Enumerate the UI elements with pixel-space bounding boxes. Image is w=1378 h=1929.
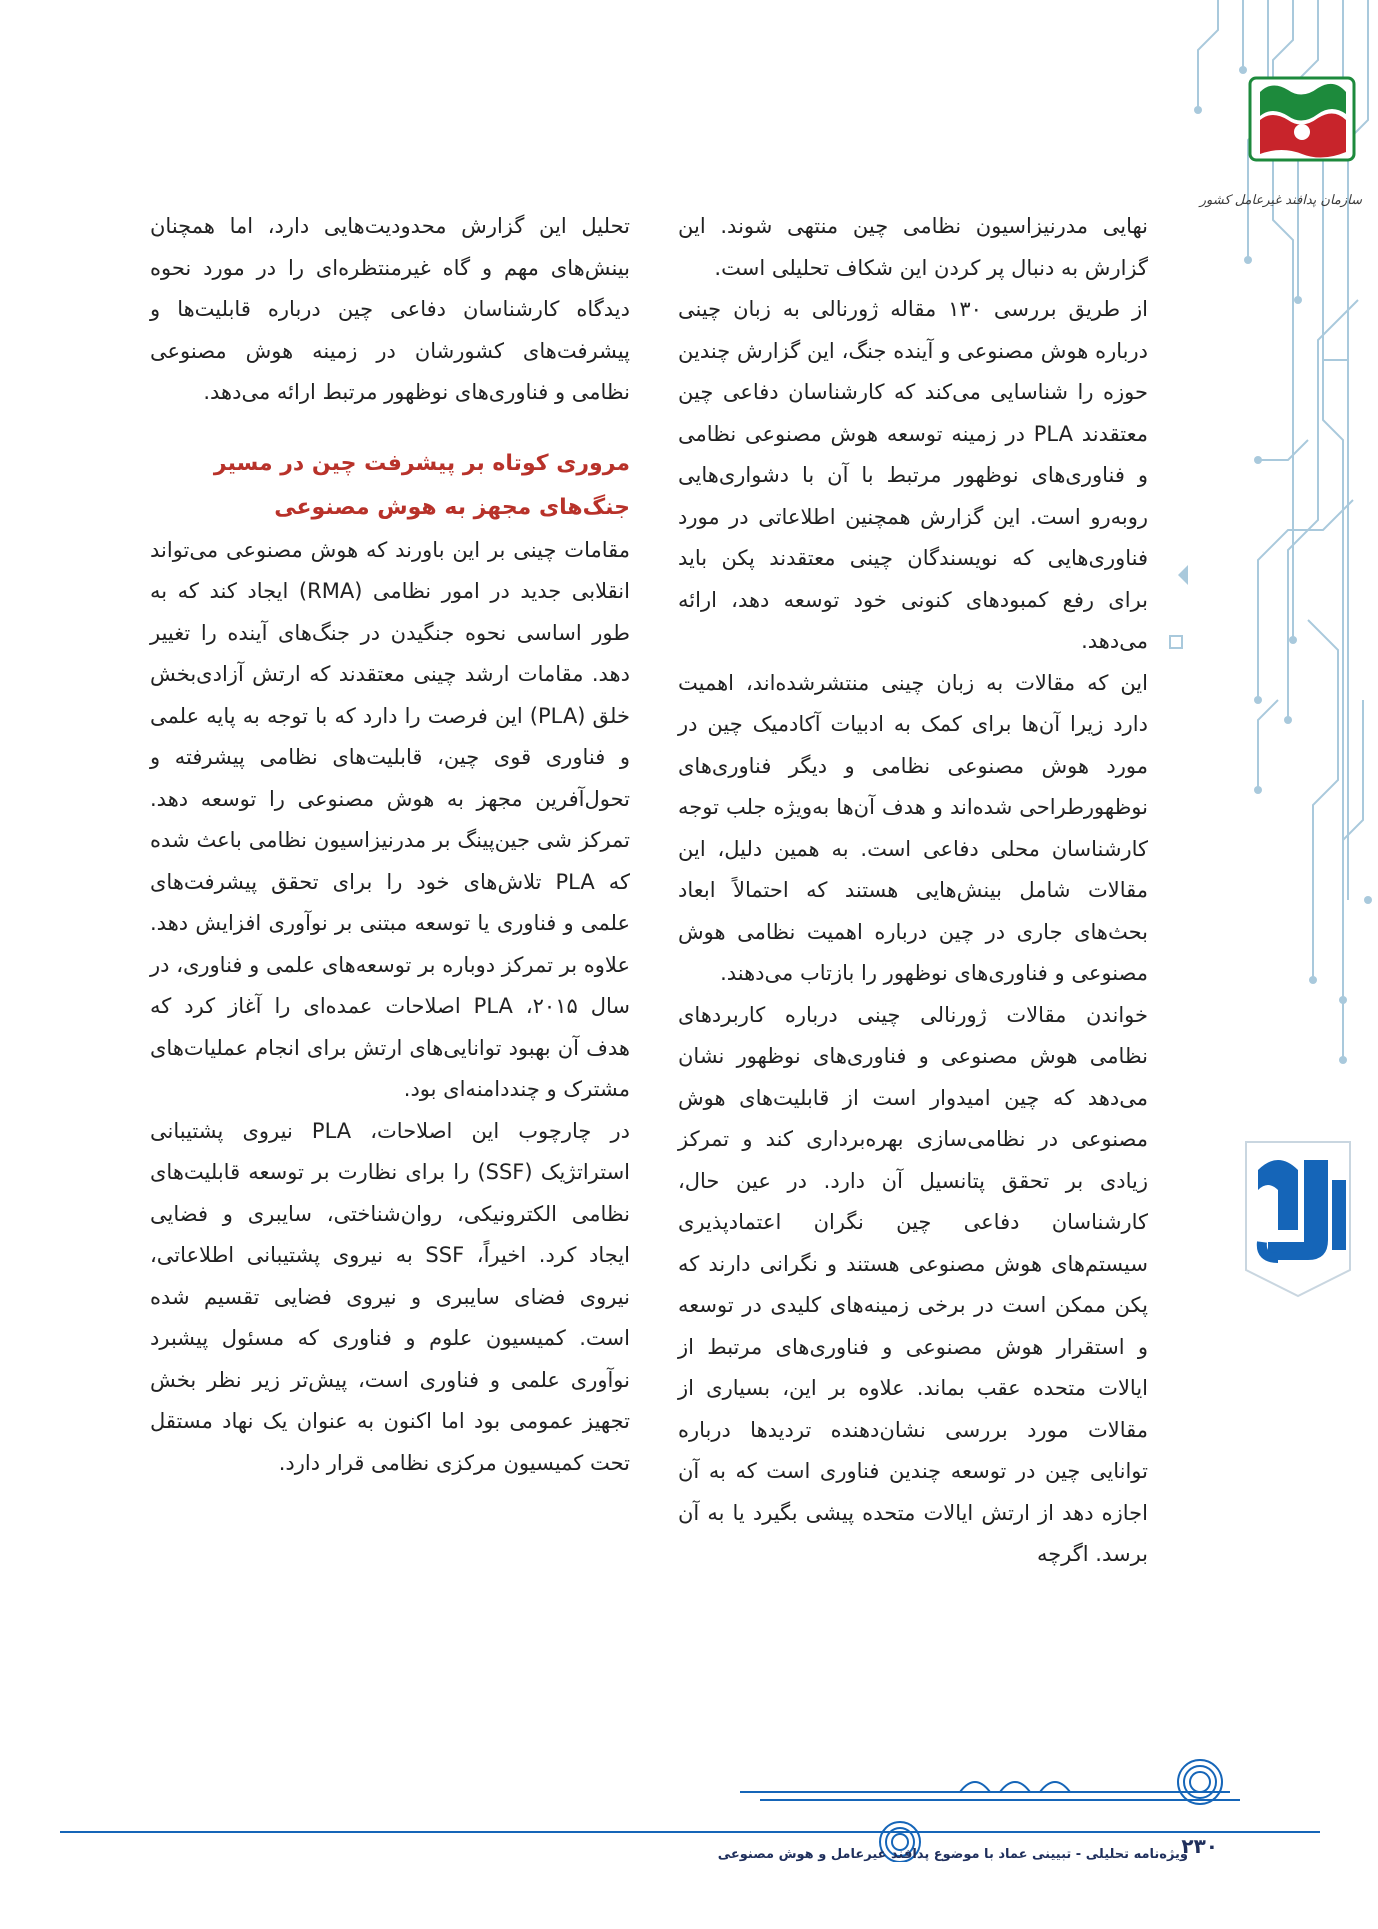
footer-wave-decoration — [0, 1752, 1378, 1862]
pda-logo-icon — [1242, 74, 1362, 184]
pda-logo — [1199, 74, 1362, 208]
right-paragraph-4: خواندن مقالات ژورنالی چینی درباره کاربردهای نظامی هوش مصنوعی و فناوری‌های نوظهور نشان می‌دهد که چین امیدوار است از قابلیت‌های هوش مصنوعی در نظامی‌سازی بهره‌برداری کند و تمرکز زیادی بر تحقق پتانسیل آن دارد. در عین حال، کارشناسان دفاعی چین نگران اعتمادپذیری سیستم‌های هوش مصنوعی هستند و نگرانی دارند که پکن ممکن است در برخی زمینه‌های کلیدی در توسعه و استقرار هوش مصنوعی و فناوری‌های مرتبط از ایالات متحده عقب بماند. علاوه بر این، بسیاری از مقالات مورد بررسی نشان‌دهنده تردیدها درباره توانایی چین در توسعه چندین فناوری است که به آن اجازه دهد از ارتش ایالات متحده پیشی بگیرد یا به آن برسد. اگرچه — [678, 1002, 1148, 1566]
footer-publication: ویژه‌نامه تحلیلی - تبیینی عماد با موضوع پدافند غیرعامل و هوش مصنوعی — [717, 1847, 1188, 1862]
left-paragraph-3: در چارچوب این اصلاحات، PLA نیروی پشتیبانی استراتژیک (SSF) را برای نظارت بر توسعه قابلیت‌های نظامی الکترونیکی، روان‌شناختی، سایبری و فضایی ایجاد کرد. اخیراً، SSF به نیروی پشتیبانی اطلاعاتی، نیروی فضای سایبری و نیروی فضایی تقسیم شده است. کمیسیون علوم و فناوری که مسئول پیشبرد نوآوری علمی و فناوری است، پیش‌تر زیر نظر بخش تجهیز عمومی بود اما اکنون به عنوان یک نهاد مستقل تحت کمیسیون مرکزی نظامی قرار دارد. — [150, 1118, 631, 1475]
emad-logo-icon — [1238, 1130, 1358, 1300]
left-paragraph-1: تحلیل این گزارش محدودیت‌هایی دارد، اما همچنان بینش‌های مهم و گاه غیرمنتظره‌ای را در مورد نحوه دیدگاه کارشناسان دفاعی چین درباره قابلیت‌ها و پیشرفت‌های کشورشان در زمینه هوش مصنوعی نظامی و فناوری‌های نوظهور مرتبط ارائه می‌دهد. — [150, 214, 630, 404]
logo-caption: سازمان پدافند غیرعامل کشور — [1199, 193, 1362, 208]
right-paragraph-3: این که مقالات به زبان چینی منتشرشده‌اند، اهمیت دارد زیرا آن‌ها برای کمک به ادبیات آکادمیک چین در مورد هوش مصنوعی نظامی و دیگر فناوری‌های نوظهورطراحی شده‌اند و هدف آن‌ها به‌ویژه جلب توجه کارشناسان محلی دفاعی است. به همین دلیل، این مقالات شامل بینش‌هایی هستند که احتمالاً ابعاد بحث‌های جاری در چین درباره اهمیت نظامی هوش مصنوعی و فناوری‌های نوظهور را بازتاب می‌دهند. — [678, 670, 1148, 985]
left-column — [150, 206, 630, 1484]
emad-logo — [1238, 1130, 1358, 1300]
right-paragraph-2: از طریق بررسی ۱۳۰ مقاله ژورنالی به زبان چینی درباره هوش مصنوعی و آینده جنگ، این گزارش چندین حوزه را شناسایی می‌کند که کارشناسان دفاعی چین معتقدند PLA در زمینه توسعه هوش مصنوعی نظامی و فناوری‌های نوظهور مرتبط با آن با دشواری‌هایی روبه‌رو است. این گزارش همچنین اطلاعاتی در مورد فناوری‌هایی که نویسندگان چینی معتقدند پکن باید برای رفع کمبودهای کنونی خود توسعه دهد، ارائه می‌دهد. — [678, 297, 1148, 653]
right-column — [678, 206, 1148, 1576]
section-heading: مروری کوتاه بر پیشرفت چین در مسیر جنگ‌های مجهز به هوش مصنوعی — [213, 450, 630, 520]
left-paragraph-2: مقامات چینی بر این باورند که هوش مصنوعی می‌تواند انقلابی جدید در امور نظامی (RMA) ایجاد کند که به طور اساسی نحوه جنگیدن در جنگ‌های آینده را تغییر دهد. مقامات ارشد چینی معتقدند که ارتش آزادی‌بخش خلق (PLA) این فرصت را دارد که با توجه به پایه علمی و فناوری قوی چین، قابلیت‌های نظامی پیشرفته و تحول‌آفرین مجهز به هوش مصنوعی را توسعه دهد. تمرکز شی جین‌پینگ بر مدرنیزاسیون نظامی باعث شده که PLA تلاش‌های خود را برای تحقق پیشرفت‌های علمی و فناوری یا توسعه مبتنی بر نوآوری افزایش دهد. علاوه بر تمرکز دوباره بر توسعه‌های علمی و فناوری، در سال ۲۰۱۵، PLA اصلاحات عمده‌ای را آغاز کرد که هدف آن بهبود توانایی‌های ارتش برای انجام عملیات‌های مشترک و چنددامنه‌ای بود. — [150, 537, 630, 1101]
right-paragraph-1: نهایی مدرنیزاسیون نظامی چین منتهی شوند. این گزارش به دنبال پر کردن این شکاف تحلیلی است. — [678, 214, 1148, 280]
page-number: ۲۳۰ — [1181, 1834, 1218, 1858]
